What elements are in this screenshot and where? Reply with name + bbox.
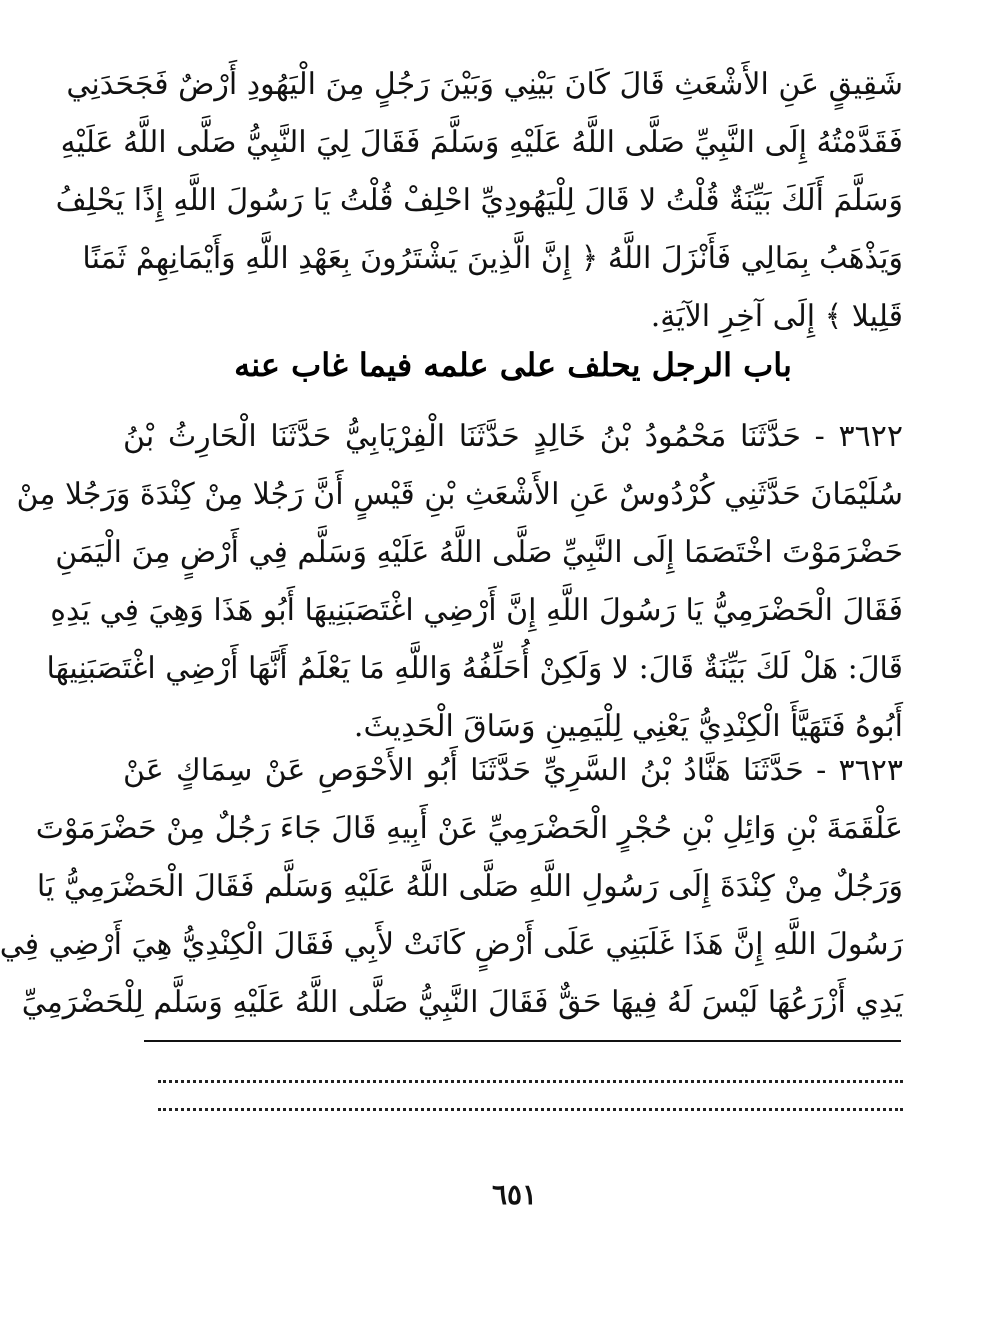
text-line: فَقَالَ الْحَضْرَمِيُّ يَا رَسُولَ اللَّهِ إِنَّ أَرْضِي اغْتَصَبَنِيهَا أَبُو هَذَا وَهِيَ فِي يَدِهِ: [50, 593, 903, 628]
hadith-3623-paragraph: [0, 742, 903, 1032]
text-line: سُلَيْمَانَ حَدَّثَنِي كُرْدُوسٌ عَنِ الأَشْعَثِ بْنِ قَيْسٍ أَنَّ رَجُلا مِنْ كِنْدَةَ وَرَجُلا مِنْ: [16, 477, 903, 512]
text-line: قَالَ: هَلْ لَكَ بَيِّنَةٌ قَالَ: لا وَلَكِنْ أُحَلِّفُهُ وَاللَّهِ مَا يَعْلَمُ أَنَّهَا أَرْضِي اغْتَصَبَنِيهَا: [46, 651, 903, 686]
dotted-rule: [158, 1108, 903, 1111]
text-line: وَيَذْهَبُ بِمَالِي فَأَنْزَلَ اللَّهُ ﴿ إِنَّ الَّذِينَ يَشْتَرُونَ بِعَهْدِ اللَّهِ وَأَيْمَانِهِمْ ثَمَنًا: [82, 241, 903, 276]
text-line: ٣٦٢٢ - حَدَّثَنَا مَحْمُودُ بْنُ خَالِدٍ حَدَّثَنَا الْفِرْيَابِيُّ حَدَّثَنَا الْحَارِثُ بْنُ: [123, 419, 903, 454]
text-line: قَلِيلا ﴾ إِلَى آخِرِ الآيَةِ.: [650, 299, 903, 334]
text-line: وَسَلَّمَ أَلَكَ بَيِّنَةٌ قُلْتُ لا قَالَ لِلْيَهُودِيِّ احْلِفْ قُلْتُ يَا رَسُولَ اللَّهِ إِذًا يَحْلِفُ: [55, 183, 903, 218]
continuation-paragraph: [55, 56, 903, 346]
text-line: شَقِيقٍ عَنِ الأَشْعَثِ قَالَ كَانَ بَيْنِي وَبَيْنَ رَجُلٍ مِنَ الْيَهُودِ أَرْضٌ فَجَحَدَنِي: [66, 67, 903, 102]
text-line: حَضْرَمَوْتَ اخْتَصَمَا إِلَى النَّبِيِّ صَلَّى اللَّهُ عَلَيْهِ وَسَلَّم فِي أَرْضٍ مِنَ الْيَمَنِ: [55, 535, 903, 570]
text-line: وَرَجُلٌ مِنْ كِنْدَةَ إِلَى رَسُولِ اللَّهِ صَلَّى اللَّهُ عَلَيْهِ وَسَلَّم فَقَالَ الْحَضْرَمِيُّ يَا: [36, 869, 903, 904]
text-line: يَدِي أَزْرَعُهَا لَيْسَ لَهُ فِيهَا حَقٌّ فَقَالَ النَّبِيُّ صَلَّى اللَّهُ عَلَيْهِ وَسَلَّم لِلْحَضْرَمِيِّ: [21, 985, 903, 1020]
page-number: ٦٥١: [491, 1178, 538, 1211]
text-line: ٣٦٢٣ - حَدَّثَنَا هَنَّادُ بْنُ السَّرِيِّ حَدَّثَنَا أَبُو الأَحْوَصِ عَنْ سِمَاكٍ عَنْ: [123, 753, 903, 788]
chapter-heading: باب الرجل يحلف على علمه فيما غاب عنه: [234, 346, 792, 384]
footnote-separator: [144, 1040, 901, 1042]
text-line: فَقَدَّمْتُهُ إِلَى النَّبِيِّ صَلَّى اللَّهُ عَلَيْهِ وَسَلَّمَ فَقَالَ لِيَ النَّبِيُّ صَلَّى اللَّهُ عَلَيْهِ: [60, 125, 903, 160]
hadith-3622-paragraph: [16, 408, 903, 756]
text-line: أَبُوهُ فَتَهَيَّأَ الْكِنْدِيُّ يَعْنِي لِلْيَمِينِ وَسَاقَ الْحَدِيثَ.: [353, 709, 903, 744]
dotted-rule: [158, 1080, 903, 1083]
text-line: رَسُولَ اللَّهِ إِنَّ هَذَا غَلَبَنِي عَلَى أَرْضٍ كَانَتْ لأَبِي فَقَالَ الْكِنْدِيُّ هِيَ أَرْضِي فِي: [0, 927, 903, 962]
text-line: عَلْقَمَةَ بْنِ وَائِلِ بْنِ حُجْرٍ الْحَضْرَمِيِّ عَنْ أَبِيهِ قَالَ جَاءَ رَجُلٌ مِنْ حَضْرَمَوْتَ: [35, 811, 903, 846]
